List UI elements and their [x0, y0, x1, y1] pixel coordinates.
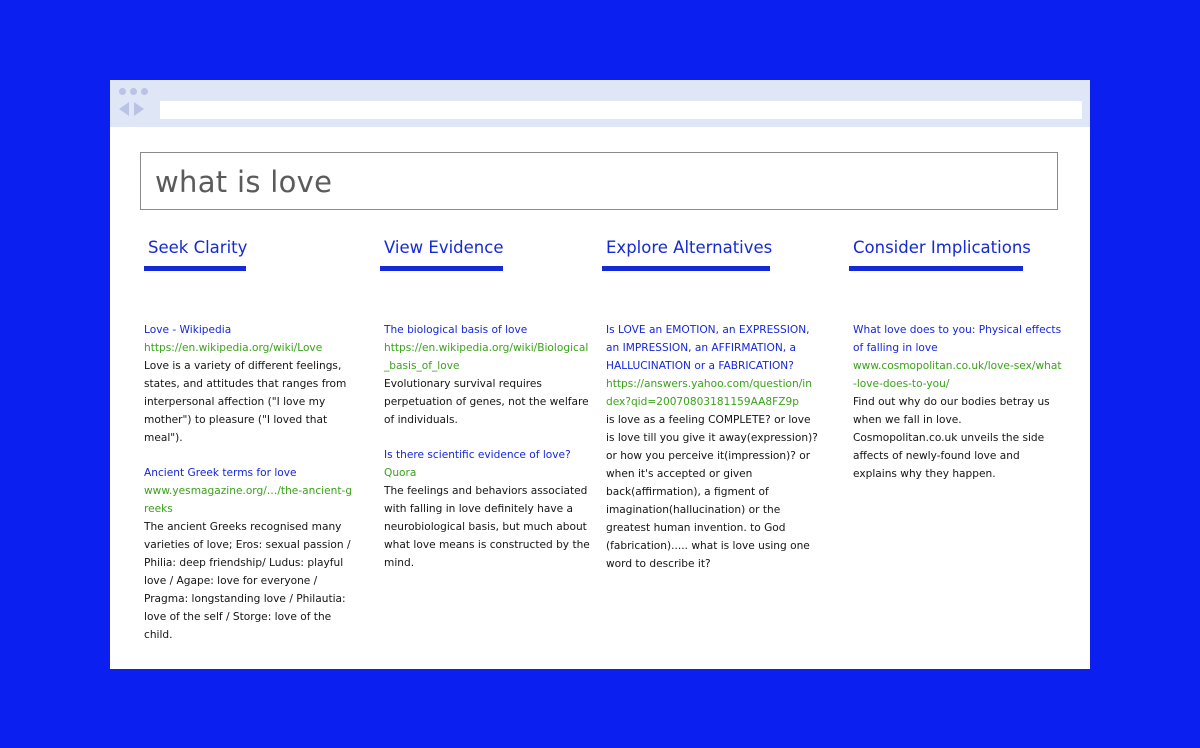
result-snippet: is love as a feeling COMPLETE? or love is love till you give it away(expression)? or how you perceive it(impression)? or when it's accepted or given back(affirmation), a figment of imagination(hallucination) or the greatest human invention. to God (fabrication)..... what is love using one word to describe it? [606, 414, 818, 570]
search-result [144, 464, 356, 644]
result-title-link[interactable]: The biological basis of love [384, 324, 528, 336]
results-list-explore-alternatives [606, 321, 818, 590]
search-result [853, 321, 1065, 483]
browser-toolbar [110, 80, 1090, 127]
heading-underline [602, 266, 770, 271]
address-bar[interactable] [160, 101, 1082, 119]
back-arrow-icon[interactable] [119, 102, 129, 116]
result-url[interactable]: https://en.wikipedia.org/wiki/Love [144, 342, 323, 354]
column-view-evidence [380, 238, 503, 271]
column-heading[interactable]: Explore Alternatives [606, 238, 773, 257]
navigation-buttons [119, 102, 144, 116]
result-title-link[interactable]: Love - Wikipedia [144, 324, 232, 336]
result-title-link[interactable]: Ancient Greek terms for love [144, 467, 297, 479]
window-control-dot[interactable] [141, 88, 148, 95]
results-list-seek-clarity [144, 321, 356, 661]
column-explore-alternatives [602, 238, 772, 271]
result-url[interactable]: https://answers.yahoo.com/question/index?qid=20070803181159AA8FZ9p [606, 378, 812, 408]
result-url[interactable]: www.yesmagazine.org/…/the-ancient-greeks [144, 485, 353, 515]
search-result [144, 321, 356, 447]
column-heading[interactable]: Consider Implications [853, 238, 1031, 257]
search-result [606, 321, 818, 573]
search-input[interactable] [140, 152, 1058, 210]
result-title-link[interactable]: Is there scientific evidence of love? [384, 449, 571, 461]
window-control-dot[interactable] [130, 88, 137, 95]
heading-underline [144, 266, 246, 271]
result-snippet: The feelings and behaviors associated with falling in love definitely have a neurobiological basis, but much about what love means is constructed by the mind. [384, 485, 590, 569]
result-snippet: Love is a variety of different feelings, states, and attitudes that ranges from interpersonal affection ("I love my mother") to pleasure ("I loved that meal"). [144, 360, 347, 444]
result-url[interactable]: https://en.wikipedia.org/wiki/Biological_basis_of_love [384, 342, 589, 372]
column-seek-clarity [144, 238, 247, 271]
heading-underline [380, 266, 503, 271]
results-list-consider-implications [853, 321, 1065, 500]
search-result [384, 446, 592, 572]
browser-window [110, 80, 1090, 669]
result-snippet: Find out why do our bodies betray us when we fall in love. Cosmopolitan.co.uk unveils the side affects of newly-found love and explains why they happen. [853, 396, 1050, 480]
search-result [384, 321, 592, 429]
column-heading[interactable]: Seek Clarity [148, 238, 248, 257]
result-url[interactable]: www.cosmopolitan.co.uk/love-sex/what-love-does-to-you/ [853, 360, 1062, 390]
results-list-view-evidence [384, 321, 592, 589]
result-snippet: Evolutionary survival requires perpetuation of genes, not the welfare of individuals. [384, 378, 589, 426]
heading-underline [849, 266, 1023, 271]
column-heading[interactable]: View Evidence [384, 238, 504, 257]
forward-arrow-icon[interactable] [134, 102, 144, 116]
result-title-link[interactable]: What love does to you: Physical effects of falling in love [853, 324, 1062, 354]
window-control-dot[interactable] [119, 88, 126, 95]
result-snippet: The ancient Greeks recognised many varieties of love; Eros: sexual passion / Philia: deep friendship/ Ludus: playful love / Agape: love for everyone / Pragma: longstanding love / Philautia: love of the self / Storge: love of the child. [144, 521, 351, 641]
column-consider-implications [849, 238, 1031, 271]
window-controls [119, 88, 148, 95]
result-url[interactable]: Quora [384, 467, 417, 479]
result-title-link[interactable]: Is LOVE an EMOTION, an EXPRESSION, an IMPRESSION, an AFFIRMATION, a HALLUCINATION or a FABRICATION? [606, 324, 810, 372]
search-query: what is love [155, 165, 333, 199]
